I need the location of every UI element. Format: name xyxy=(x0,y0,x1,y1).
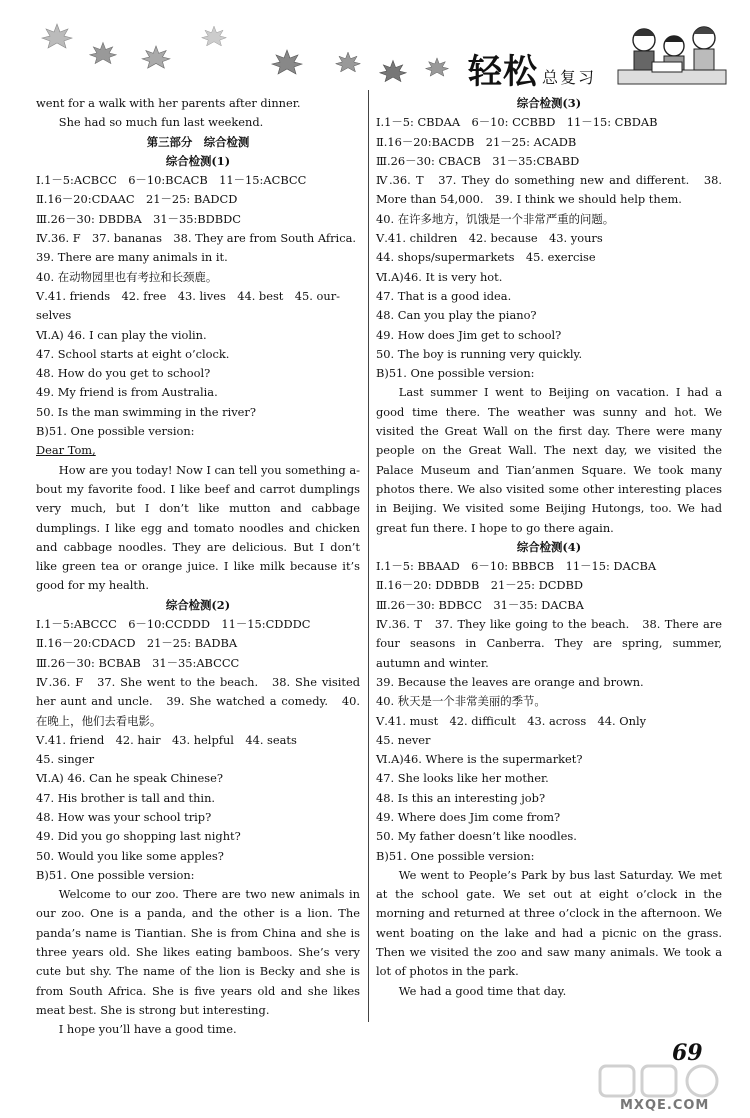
text-line: 综合检测(3) xyxy=(516,96,582,110)
text-line: 50. The boy is running very quickly. xyxy=(376,346,583,361)
text-line: 48. Can you play the piano? xyxy=(376,308,537,323)
text-line: Ⅴ.41. friends 42. free 43. lives 44. best 45. our- xyxy=(36,288,340,303)
brand-title-sub: 总复习 xyxy=(542,68,597,87)
text-line: B)51. One possible version: xyxy=(36,424,195,439)
text-line: Ⅰ.1－5:ACBCC 6－10:BCACB 11－15:ACBCC xyxy=(36,173,307,188)
text-line: 50. My father doesn’t like noodles. xyxy=(376,829,577,844)
maple-leaf-icon xyxy=(334,50,362,74)
text-line: Ⅳ.36. F 37. bananas 38. They are from South Africa. xyxy=(36,231,356,246)
text-line: We had a good time that day. xyxy=(398,983,567,998)
text-line: Ⅲ.26－30: CBACB 31－35:CBABD xyxy=(376,153,580,168)
text-line: Ⅵ.A) 46. I can play the violin. xyxy=(36,327,207,342)
text-line: Ⅰ.1－5:ABCCC 6－10:CCDDD 11－15:CDDDC xyxy=(36,617,311,632)
text-line: Ⅳ.36. F 37. She went to the beach. 38. She visited her aunt and uncle. 39. She watched a comedy. 40. 在晚上，他们去看电影。 xyxy=(36,674,360,728)
text-line: 47. His brother is tall and thin. xyxy=(36,790,216,805)
text-line: went for a walk with her parents after dinner. xyxy=(36,96,301,110)
text-line: 第三部分 综合检测 xyxy=(146,134,250,149)
text-line: Ⅱ.16－20:CDACD 21－25: BADBA xyxy=(36,636,238,651)
text-line: 45. singer xyxy=(36,752,95,767)
text-line: 47. That is a good idea. xyxy=(376,288,512,303)
text-line: 50. Would you like some apples? xyxy=(36,848,224,863)
text-line: Last summer I went to Beijing on vacation. I had a good time there. The weather was sunny and hot. We visited the Great Wall on the first day. There were many people on the Great Wall. The next day, we visited the Palace Museum and Tian’anmen Square. We took many photos there. We also visited some other interesting places in Beijing. We visited some Beijing Hutongs, too. We had great fun there. I hope to go there again. xyxy=(376,385,722,535)
text-line: Ⅴ.41. friend 42. hair 43. helpful 44. seats xyxy=(36,732,297,747)
text-line: 50. Is the man swimming in the river? xyxy=(36,404,256,419)
text-line: 45. never xyxy=(376,732,431,747)
text-line: 48. How was your school trip? xyxy=(36,809,212,824)
brand-title-main: 轻松 xyxy=(468,52,538,92)
maple-leaf-icon xyxy=(40,22,74,50)
text-line: Ⅱ.16－20: DDBDB 21－25: DCDBD xyxy=(376,578,584,593)
text-line: How are you today! Now I can tell you something a-bout my favorite food. I like beef and carrot dumplings very much, but I don’t like mutton and cabbage dumplings. I like egg and tomato noodles and chicken and cabbage noodles. They are delicious. But I don’t like green tea or orange juice. I like milk because it’s good for my health. xyxy=(36,462,360,593)
text-line: B)51. One possible version: xyxy=(36,867,195,882)
text-line: 49. My friend is from Australia. xyxy=(36,385,218,400)
page-number: 69 xyxy=(672,1040,703,1066)
text-line: 49. How does Jim get to school? xyxy=(376,327,562,342)
text-line: 综合检测(4) xyxy=(516,539,582,554)
brand-title xyxy=(468,44,597,92)
text-line: Ⅲ.26－30: DBDBA 31－35:BDBDC xyxy=(36,211,242,226)
text-line: Dear Tom, xyxy=(36,443,96,458)
left-column xyxy=(36,94,360,1040)
text-line: 39. There are many animals in it. xyxy=(36,250,228,265)
text-line: Ⅵ.A)46. Where is the supermarket? xyxy=(376,752,583,767)
text-line: Ⅴ.41. children 42. because 43. yours xyxy=(376,231,603,246)
reading-children-illustration xyxy=(612,18,732,88)
text-line: Ⅵ.A) 46. Can he speak Chinese? xyxy=(36,771,223,786)
right-column xyxy=(376,94,722,1001)
text-line: 47. She looks like her mother. xyxy=(376,771,549,786)
maple-leaf-icon xyxy=(200,24,228,48)
text-line: 44. shops/supermarkets 45. exercise xyxy=(376,250,596,265)
text-line: Ⅳ.36. T 37. They like going to the beach. 38. There are four seasons in Canberra. They are spring, summer, autumn and winter. xyxy=(376,617,722,670)
text-line: 综合检测(2) xyxy=(165,597,231,612)
text-line: Ⅵ.A)46. It is very hot. xyxy=(376,269,503,284)
text-line: Ⅴ.41. must 42. difficult 43. across 44. Only xyxy=(376,713,647,728)
maple-leaf-icon xyxy=(140,44,172,70)
text-line: 48. Is this an interesting job? xyxy=(376,790,546,805)
text-line: selves xyxy=(36,308,72,323)
maple-leaf-icon xyxy=(424,56,450,78)
text-line: 综合检测(1) xyxy=(165,153,231,168)
text-line: 39. Because the leaves are orange and brown. xyxy=(376,674,644,689)
text-line: B)51. One possible version: xyxy=(376,848,535,863)
watermark-text: MXQE.COM xyxy=(620,1098,710,1113)
text-line: Ⅰ.1－5: BBAAD 6－10: BBBCB 11－15: DACBA xyxy=(376,559,657,574)
text-line: 40. 在动物园里也有考拉和长颈鹿。 xyxy=(36,269,218,284)
text-line: We went to People’s Park by bus last Saturday. We met at the school gate. We set out at eight o’clock in the morning and returned at three o’clock in the afternoon. We went boating on the lake and had a picnic on the grass. Then we visited the zoo and saw many animals. We took a lot of photos in the park. xyxy=(376,867,722,979)
header-banner xyxy=(0,0,750,92)
text-line: 49. Where does Jim come from? xyxy=(376,809,561,824)
text-line: 40. 在许多地方，饥饿是一个非常严重的问题。 xyxy=(376,211,615,226)
maple-leaf-icon xyxy=(270,48,304,76)
text-line: Ⅱ.16－20:BACDB 21－25: ACADB xyxy=(376,134,577,149)
text-line: B)51. One possible version: xyxy=(376,366,535,381)
maple-leaf-icon xyxy=(88,40,118,66)
text-line: Ⅳ.36. T 37. They do something new and different. 38. More than 54,000. 39. I think we should help them. xyxy=(376,173,722,207)
column-divider xyxy=(368,90,369,1022)
text-line: 47. School starts at eight o’clock. xyxy=(36,346,230,361)
text-line: Ⅲ.26－30: BDBCC 31－35: DACBA xyxy=(376,597,584,612)
text-line: 49. Did you go shopping last night? xyxy=(36,829,241,844)
text-line: 48. How do you get to school? xyxy=(36,366,211,381)
text-line: Welcome to our zoo. There are two new animals in our zoo. One is a panda, and the other is a lion. The panda’s name is Tiantian. She is from China and she is three years old. She likes eating bamboos. She’s very cute but shy. The name of the lion is Becky and she is from South Africa. She is five years old and she likes meat best. She is strong but interesting. xyxy=(36,887,360,1017)
text-line: Ⅲ.26－30: BCBAB 31－35:ABCCC xyxy=(36,655,240,670)
text-line: Ⅰ.1－5: CBDAA 6－10: CCBBD 11－15: CBDAB xyxy=(376,115,658,130)
maple-leaf-icon xyxy=(378,58,408,84)
text-line: Ⅱ.16－20:CDAAC 21－25: BADCD xyxy=(36,192,238,207)
text-line: I hope you’ll have a good time. xyxy=(58,1022,237,1037)
text-line: 40. 秋天是一个非常美丽的季节。 xyxy=(376,694,546,709)
text-line: She had so much fun last weekend. xyxy=(58,115,264,130)
